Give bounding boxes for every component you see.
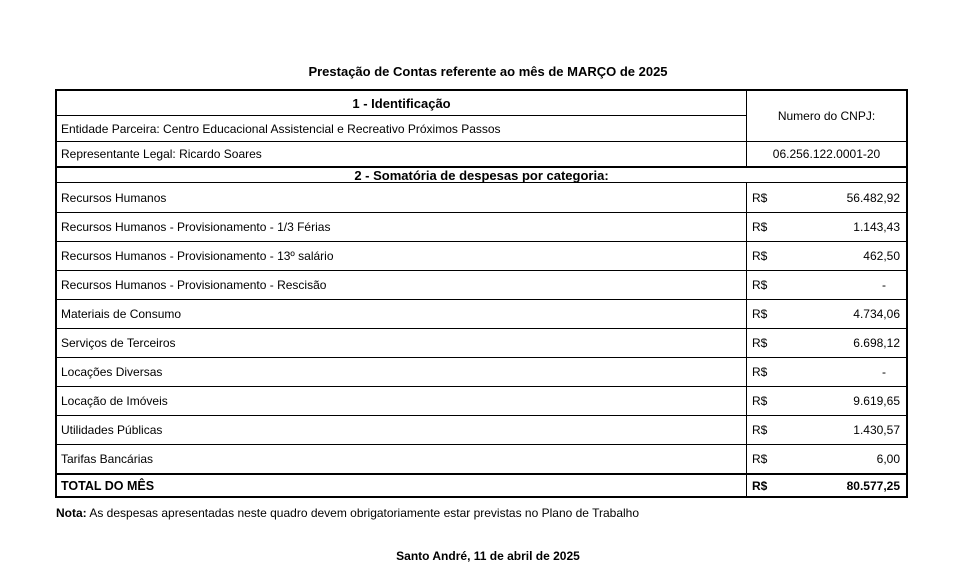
expense-report-table bbox=[55, 89, 908, 498]
expense-amount: 1.430,57 bbox=[853, 423, 900, 437]
expense-label: Recursos Humanos bbox=[61, 190, 167, 205]
cnpj-value: 06.256.122.0001-20 bbox=[746, 142, 906, 166]
expense-row bbox=[57, 212, 906, 241]
expense-money-cell bbox=[746, 329, 906, 357]
expense-row bbox=[57, 241, 906, 270]
expense-money-cell bbox=[746, 300, 906, 328]
section2-header: 2 - Somatória de despesas por categoria: bbox=[57, 166, 906, 183]
expense-amount: 1.143,43 bbox=[853, 220, 900, 234]
expense-label: Materiais de Consumo bbox=[61, 307, 182, 321]
total-amount: 80.577,25 bbox=[846, 478, 900, 493]
expense-amount: 462,50 bbox=[863, 249, 900, 263]
expense-money-cell bbox=[746, 242, 906, 270]
currency-symbol: R$ bbox=[752, 190, 768, 205]
expense-row bbox=[57, 386, 906, 415]
footer-date: Santo André, 11 de abril de 2025 bbox=[396, 549, 580, 563]
cnpj-label: Numero do CNPJ: bbox=[746, 91, 906, 142]
expense-money-cell bbox=[746, 387, 906, 415]
expense-money-cell bbox=[746, 271, 906, 299]
page-title: Prestação de Contas referente ao mês de MARÇO de 2025 bbox=[308, 64, 668, 79]
note bbox=[56, 506, 639, 520]
total-money-cell bbox=[746, 475, 906, 496]
expense-label: Serviços de Terceiros bbox=[61, 336, 176, 350]
currency-symbol: R$ bbox=[752, 478, 768, 493]
expense-label: Locação de Imóveis bbox=[61, 394, 168, 408]
currency-symbol: R$ bbox=[752, 394, 768, 408]
expense-amount: 56.482,92 bbox=[846, 190, 900, 205]
expense-money-cell bbox=[746, 445, 906, 473]
expense-amount: 6,00 bbox=[876, 452, 900, 466]
expense-row bbox=[57, 328, 906, 357]
legal-representative: Representante Legal: Ricardo Soares bbox=[61, 147, 262, 161]
expense-row bbox=[57, 415, 906, 444]
expense-money-cell bbox=[746, 358, 906, 386]
expense-row bbox=[57, 357, 906, 386]
expense-row bbox=[57, 183, 906, 212]
currency-symbol: R$ bbox=[752, 365, 768, 379]
note-text: As despesas apresentadas neste quadro devem obrigatoriamente estar previstas no Plano de Trabalho bbox=[86, 506, 640, 520]
expense-label: Recursos Humanos - Provisionamento - 13º salário bbox=[61, 249, 334, 263]
expense-amount: 4.734,06 bbox=[853, 307, 900, 321]
expense-row bbox=[57, 270, 906, 299]
expense-amount: 9.619,65 bbox=[853, 394, 900, 408]
currency-symbol: R$ bbox=[752, 452, 768, 466]
currency-symbol: R$ bbox=[752, 423, 768, 437]
expense-label: Locações Diversas bbox=[61, 365, 163, 379]
expense-money-cell bbox=[746, 213, 906, 241]
total-row bbox=[57, 473, 906, 496]
currency-symbol: R$ bbox=[752, 278, 768, 292]
currency-symbol: R$ bbox=[752, 336, 768, 350]
currency-symbol: R$ bbox=[752, 220, 768, 234]
identification-section bbox=[57, 91, 906, 166]
expense-rows bbox=[57, 183, 906, 473]
expense-label: Tarifas Bancárias bbox=[61, 452, 154, 466]
expense-money-cell bbox=[746, 183, 906, 212]
expense-amount: - bbox=[882, 278, 886, 292]
currency-symbol: R$ bbox=[752, 307, 768, 321]
note-prefix: Nota: bbox=[56, 506, 87, 520]
expense-amount: - bbox=[882, 365, 886, 379]
expense-label: Recursos Humanos - Provisionamento - 1/3 Férias bbox=[61, 220, 331, 234]
expense-money-cell bbox=[746, 416, 906, 444]
expense-row bbox=[57, 299, 906, 328]
expense-row bbox=[57, 444, 906, 473]
total-label: TOTAL DO MÊS bbox=[61, 478, 155, 493]
section1-header: 1 - Identificação bbox=[57, 91, 746, 116]
currency-symbol: R$ bbox=[752, 249, 768, 263]
expense-label: Utilidades Públicas bbox=[61, 423, 163, 437]
entity-partner: Entidade Parceira: Centro Educacional Assistencial e Recreativo Próximos Passos bbox=[57, 116, 746, 142]
expense-amount: 6.698,12 bbox=[853, 336, 900, 350]
expense-label: Recursos Humanos - Provisionamento - Rescisão bbox=[61, 278, 327, 292]
